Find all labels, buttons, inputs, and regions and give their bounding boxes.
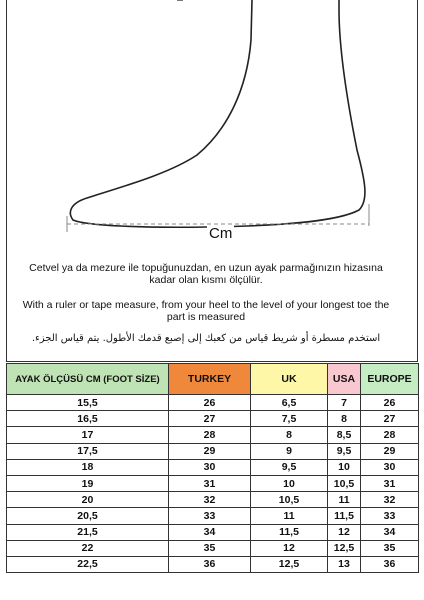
header-turkey: TURKEY [169, 364, 251, 395]
table-cell: 34 [169, 524, 251, 540]
table-row [7, 540, 419, 556]
table-cell: 20,5 [7, 508, 169, 524]
table-cell: 10 [251, 475, 328, 491]
table-cell: 31 [169, 475, 251, 491]
table-row [7, 427, 419, 443]
table-cell: 10,5 [328, 475, 361, 491]
table-cell: 30 [169, 459, 251, 475]
table-cell: 11,5 [328, 508, 361, 524]
table-cell: 13 [328, 556, 361, 572]
table-cell: 17 [7, 427, 169, 443]
table-cell: 18 [7, 459, 169, 475]
table-cell: 9,5 [251, 459, 328, 475]
table-cell: 8,5 [328, 427, 361, 443]
table-row [7, 395, 419, 411]
header-usa: USA [328, 364, 361, 395]
table-cell: 35 [361, 540, 419, 556]
table-cell: 27 [361, 411, 419, 427]
table-cell: 34 [361, 524, 419, 540]
table-cell: 21,5 [7, 524, 169, 540]
table-cell: 26 [361, 395, 419, 411]
table-cell: 8 [251, 427, 328, 443]
table-cell: 26 [169, 395, 251, 411]
header-europe: EUROPE [361, 364, 419, 395]
instruction-arabic: استخدم مسطرة أو شريط قياس من كعبك إلى إصبع قدمك الأطول. يتم قياس الجزء. [31, 333, 381, 344]
table-cell: 10 [328, 459, 361, 475]
table-row [7, 475, 419, 491]
table-cell: 6,5 [251, 395, 328, 411]
table-cell: 7,5 [251, 411, 328, 427]
table-cell: 22,5 [7, 556, 169, 572]
table-row [7, 411, 419, 427]
table-cell: 12,5 [328, 540, 361, 556]
table-row [7, 524, 419, 540]
table-cell: 15,5 [7, 395, 169, 411]
instruction-turkish: Cetvel ya da mezure ile topuğunuzdan, en uzun ayak parmağınızın hizasına kadar olan kısmı ölçülür. [29, 262, 383, 286]
table-cell: 11,5 [251, 524, 328, 540]
table-cell: 10,5 [251, 492, 328, 508]
table-row [7, 443, 419, 459]
table-cell: 28 [169, 427, 251, 443]
table-cell: 17,5 [7, 443, 169, 459]
size-table [6, 363, 419, 573]
table-cell: 30 [361, 459, 419, 475]
table-cell: 31 [361, 475, 419, 491]
header-foot-size: AYAK ÖLÇÜSÜ CM (FOOT SİZE) [7, 364, 169, 395]
table-cell: 28 [361, 427, 419, 443]
table-row [7, 459, 419, 475]
table-cell: 9,5 [328, 443, 361, 459]
table-cell: 29 [169, 443, 251, 459]
table-cell: 20 [7, 492, 169, 508]
table-cell: 12 [251, 540, 328, 556]
table-cell: 9 [251, 443, 328, 459]
table-cell: 27 [169, 411, 251, 427]
table-cell: 36 [169, 556, 251, 572]
table-cell: 19 [7, 475, 169, 491]
table-row [7, 492, 419, 508]
table-cell: 8 [328, 411, 361, 427]
table-header-row [7, 364, 419, 395]
table-cell: 22 [7, 540, 169, 556]
table-cell: 16,5 [7, 411, 169, 427]
table-cell: 32 [169, 492, 251, 508]
table-cell: 7 [328, 395, 361, 411]
table-row [7, 556, 419, 572]
table-cell: 33 [361, 508, 419, 524]
header-uk: UK [251, 364, 328, 395]
table-cell: 11 [251, 508, 328, 524]
table-cell: 11 [328, 492, 361, 508]
table-cell: 12,5 [251, 556, 328, 572]
table-cell: 35 [169, 540, 251, 556]
table-cell: 29 [361, 443, 419, 459]
table-cell: 12 [328, 524, 361, 540]
table-cell: 32 [361, 492, 419, 508]
table-cell: 36 [361, 556, 419, 572]
table-row [7, 508, 419, 524]
cm-label: Cm [209, 225, 233, 242]
instruction-english: With a ruler or tape measure, from your heel to the level of your longest toe the part is measured [22, 299, 390, 323]
table-cell: 33 [169, 508, 251, 524]
